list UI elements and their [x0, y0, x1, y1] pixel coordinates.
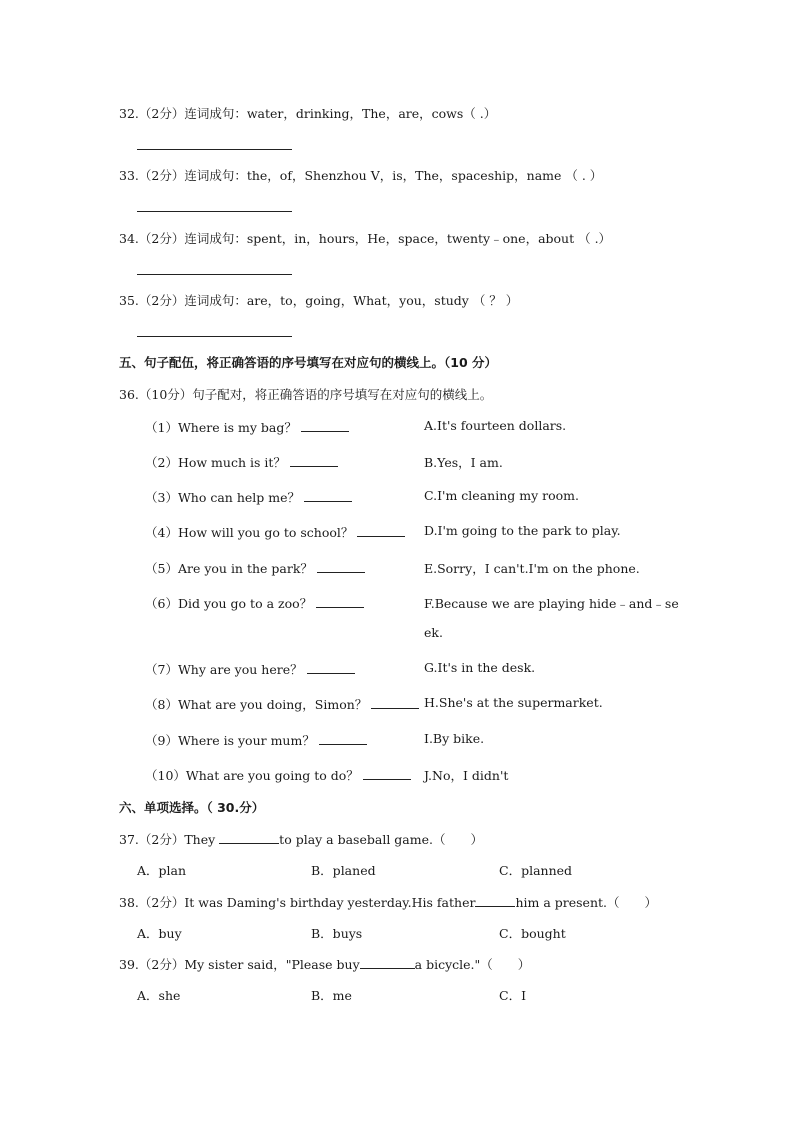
match-question-8: （8）What are you doing，Simon？: [145, 695, 419, 713]
match-question-6: （6）Did you go to a zoo？: [145, 594, 364, 612]
answer-blank-32[interactable]: [137, 149, 292, 150]
match-answer-f: F.Because we are playing hide﹣and﹣se: [424, 596, 679, 611]
answer-blank-34[interactable]: [137, 274, 292, 275]
q38-option-c[interactable]: C．bought: [499, 926, 566, 941]
answer-blank-35[interactable]: [137, 336, 292, 337]
question-39: 39.（2分）My sister said，"Please buy a bicycle."（ ）: [119, 957, 531, 972]
match-question-1: （1）Where is my bag？: [145, 418, 349, 436]
match-answer-c: C.I'm cleaning my room.: [424, 488, 579, 503]
answer-blank-37[interactable]: [219, 842, 279, 844]
answer-blank-38[interactable]: [475, 905, 515, 907]
match-question-2: （2）How much is it？: [145, 453, 338, 471]
answer-blank-33[interactable]: [137, 211, 292, 212]
match-blank-7[interactable]: [307, 672, 355, 674]
match-answer-f-continued: ek.: [424, 625, 443, 640]
match-blank-2[interactable]: [290, 465, 338, 467]
section-6-title: 六、单项选择。（ 30.分）: [119, 800, 265, 815]
question-35: 35.（2分）连词成句：are，to，going，What，you，study （ ？ ）: [119, 293, 519, 308]
q37-option-c[interactable]: C．planned: [499, 863, 573, 878]
answer-blank-39[interactable]: [360, 967, 415, 969]
match-answer-b: B.Yes，I am.: [424, 455, 503, 470]
match-question-4: （4）How will you go to school？: [145, 523, 405, 541]
match-answer-i: I.By bike.: [424, 731, 485, 746]
q39-option-a[interactable]: A．she: [137, 988, 181, 1003]
match-blank-9[interactable]: [319, 743, 367, 745]
match-question-7: （7）Why are you here？: [145, 660, 355, 678]
match-answer-e: E.Sorry，I can't.I'm on the phone.: [424, 561, 640, 576]
match-blank-10[interactable]: [363, 778, 411, 780]
match-blank-5[interactable]: [317, 571, 365, 573]
q37-option-b[interactable]: B．planed: [311, 863, 376, 878]
q39-option-c[interactable]: C．I: [499, 988, 527, 1003]
match-question-10: （10）What are you going to do？: [145, 766, 411, 784]
q39-option-b[interactable]: B．me: [311, 988, 352, 1003]
match-blank-4[interactable]: [357, 535, 405, 537]
match-question-5: （5）Are you in the park？: [145, 559, 365, 577]
match-answer-j: J.No，I didn't: [424, 768, 509, 783]
match-question-9: （9）Where is your mum？: [145, 731, 367, 749]
section-5-title: 五、句子配伍，将正确答语的序号填写在对应句的横线上。（10 分）: [119, 355, 497, 370]
match-answer-a: A.It's fourteen dollars.: [424, 418, 567, 433]
question-32: 32.（2分）连词成句：water，drinking，The，are，cows（ .）: [119, 106, 497, 121]
question-34: 34.（2分）连词成句：spent，in，hours，He，space，twenty﹣one，about （ .）: [119, 231, 612, 246]
q38-option-b[interactable]: B．buys: [311, 926, 363, 941]
match-question-3: （3）Who can help me？: [145, 488, 352, 506]
q37-option-a[interactable]: A．plan: [137, 863, 187, 878]
q38-option-a[interactable]: A．buy: [137, 926, 182, 941]
match-blank-8[interactable]: [371, 707, 419, 709]
question-37: 37.（2分）They to play a baseball game.（ ）: [119, 832, 483, 847]
match-answer-g: G.It's in the desk.: [424, 660, 536, 675]
match-blank-3[interactable]: [304, 500, 352, 502]
question-38: 38.（2分）It was Daming's birthday yesterday.His father him a present.（ ）: [119, 895, 658, 910]
match-blank-1[interactable]: [301, 430, 349, 432]
match-blank-6[interactable]: [316, 606, 364, 608]
match-answer-h: H.She's at the supermarket.: [424, 695, 603, 710]
question-33: 33.（2分）连词成句：the，of，Shenzhou V，is，The，spaceship，name （ . ）: [119, 168, 603, 183]
match-answer-d: D.I'm going to the park to play.: [424, 523, 621, 538]
question-36: 36.（10分）句子配对，将正确答语的序号填写在对应句的横线上。: [119, 387, 493, 402]
